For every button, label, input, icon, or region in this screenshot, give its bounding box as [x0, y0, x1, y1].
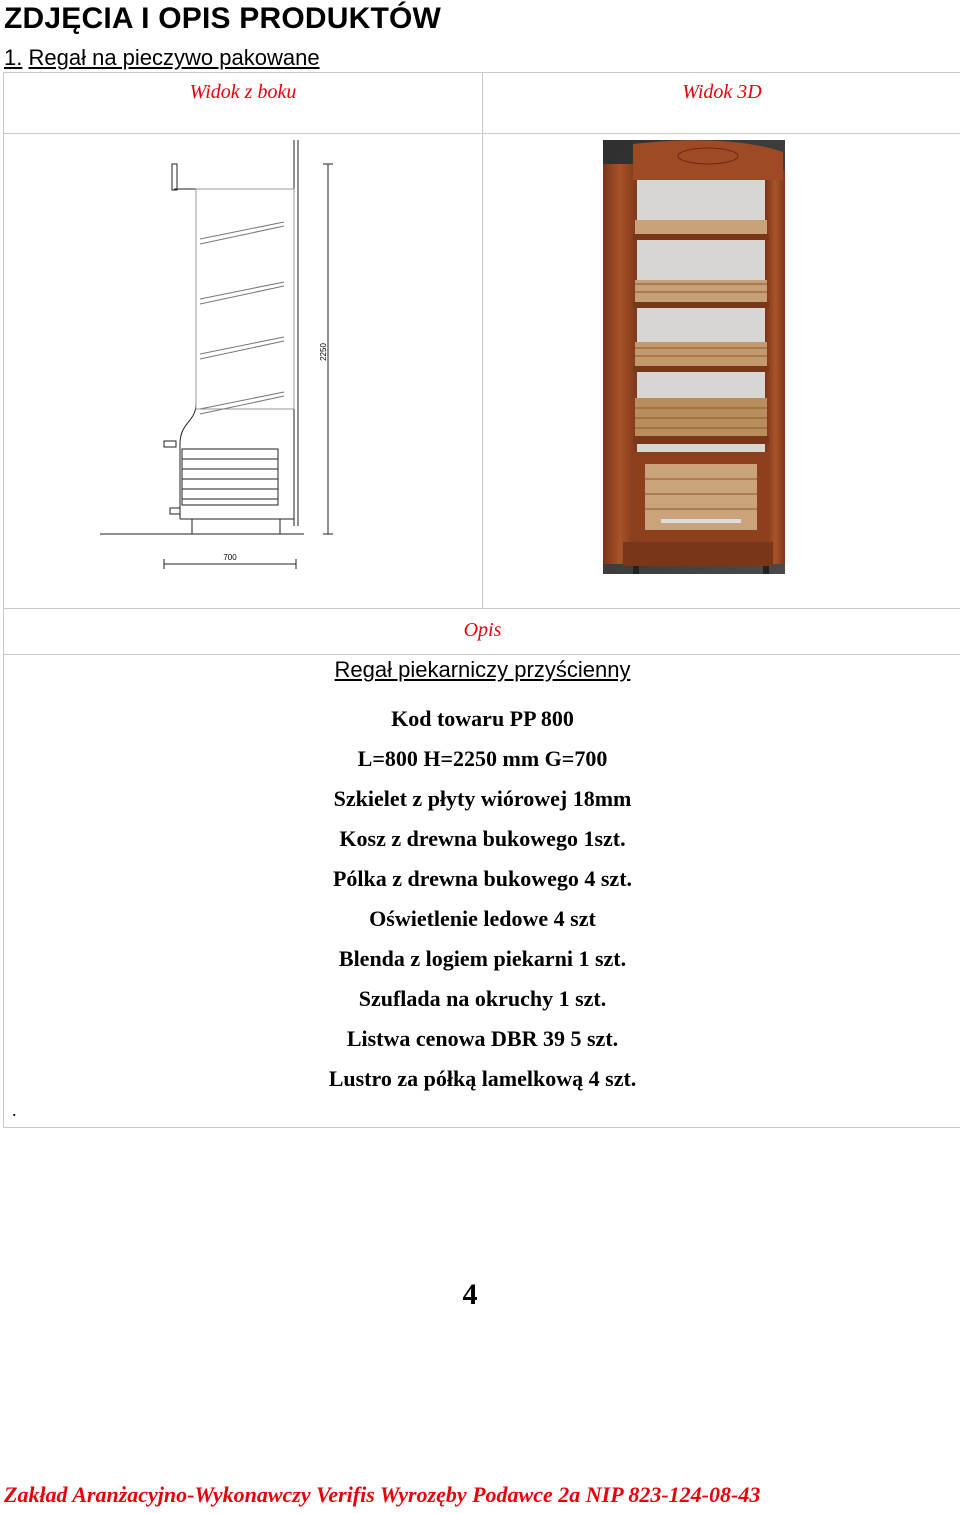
page-number: 4: [462, 1278, 478, 1311]
view-3d-cell: [483, 134, 960, 609]
product-table: [3, 72, 960, 1128]
description-line: Listwa cenowa DBR 39 5 szt.: [346, 1026, 619, 1051]
view-3d-header: [483, 73, 960, 134]
description-header: [4, 609, 960, 655]
side-view-drawing: [4, 134, 482, 608]
description-line: Lustro za półką lamelkową 4 szt.: [328, 1066, 637, 1091]
view-3d-label: Widok 3D: [682, 81, 762, 103]
footer-text: Zakład Aranżacyjno-Wykonawczy Verifis Wyrozęby Podawce 2a NIP 823-124-08-43: [4, 1482, 761, 1507]
description-line: Kod towaru PP 800: [391, 706, 574, 731]
view-3d-photo: [483, 134, 960, 608]
description-line: Blenda z logiem piekarni 1 szt.: [338, 946, 627, 971]
trailing-mark: .: [12, 1100, 17, 1120]
dimension-height-label: 2250: [319, 343, 328, 361]
section-name: Regał na pieczywo pakowane: [28, 45, 320, 70]
side-view-label: Widok z boku: [189, 81, 297, 103]
dimension-depth-label: 700: [223, 553, 237, 562]
section-number: 1.: [4, 45, 23, 70]
side-view-cell: [4, 134, 483, 609]
description-title: Regał piekarniczy przyścienny: [334, 657, 631, 682]
side-view-header: [4, 73, 483, 134]
description-line: L=800 H=2250 mm G=700: [357, 746, 608, 771]
description-line: Pólka z drewna bukowego 4 szt.: [332, 866, 633, 891]
description-line: Szuflada na okruchy 1 szt.: [358, 986, 607, 1011]
section-title: [4, 45, 320, 71]
description-header-label: Opis: [463, 619, 502, 641]
description-line: Szkielet z płyty wiórowej 18mm: [333, 786, 632, 811]
description-line: Oświetlenie ledowe 4 szt: [369, 906, 596, 931]
description-line: Kosz z drewna bukowego 1szt.: [339, 826, 626, 851]
description-cell: [4, 655, 960, 1128]
page-title: ZDJĘCIA I OPIS PRODUKTÓW: [4, 2, 442, 35]
description-lines: [4, 699, 960, 1099]
